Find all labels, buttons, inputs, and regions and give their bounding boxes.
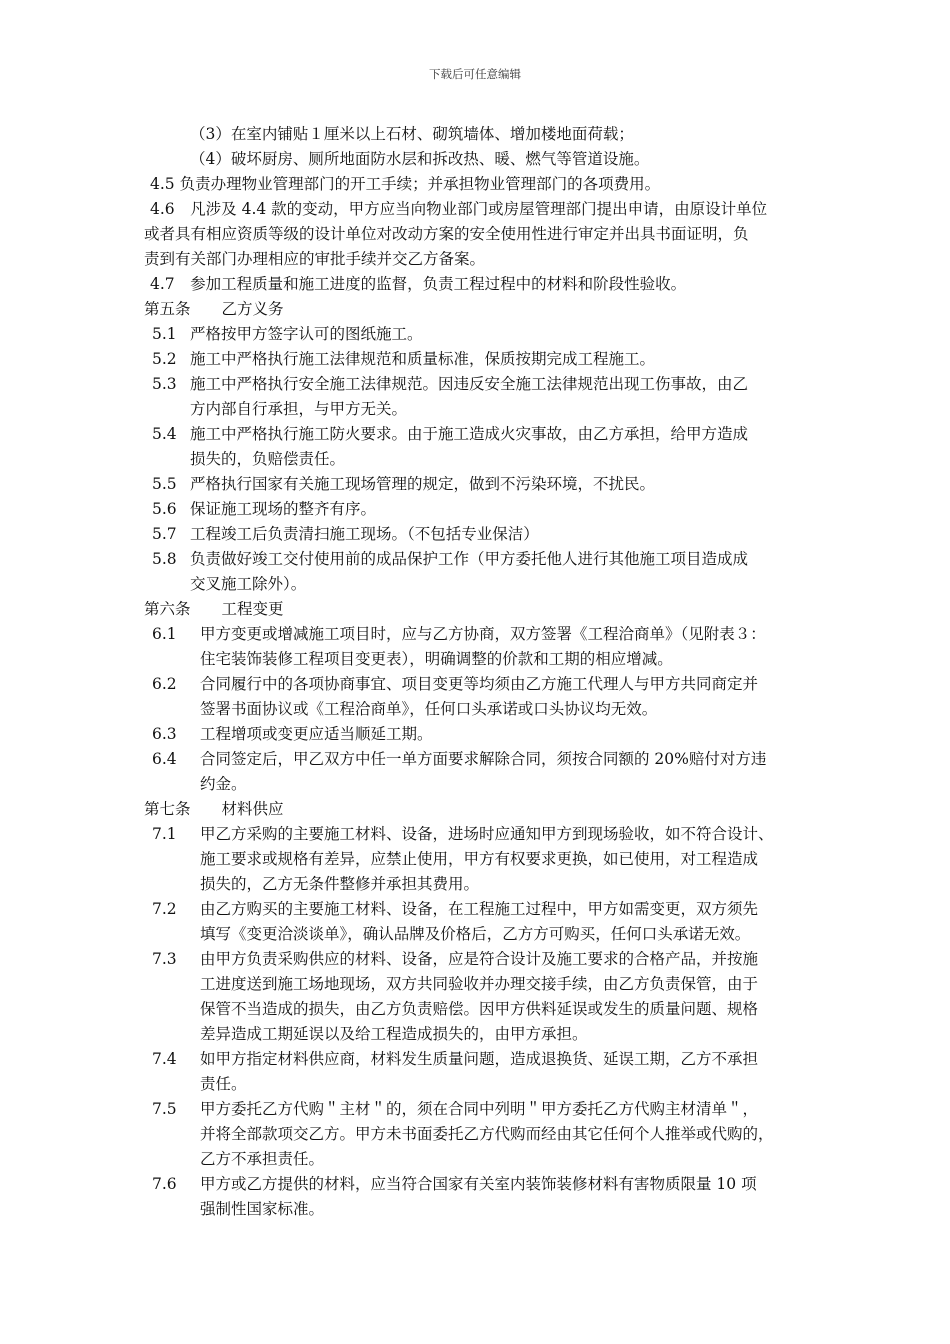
- text-line: 由甲方负责采购供应的材料、设备，应是符合设计及施工要求的合格产品，并按施: [200, 950, 759, 968]
- text-line: 或者具有相应资质等级的设计单位对改动方案的安全使用性进行审定并出具书面证明，负: [144, 225, 749, 243]
- clause-number: 5.8: [152, 550, 177, 568]
- clause-number: 7.6: [152, 1175, 177, 1193]
- text-line: 施工中严格执行施工防火要求。由于施工造成火灾事故，由乙方承担，给甲方造成: [190, 425, 749, 443]
- text-line: 4.5 负责办理物业管理部门的开工手续；并承担物业管理部门的各项费用。: [150, 175, 661, 193]
- clause-number: 7.2: [152, 900, 177, 918]
- text-line: 负责做好竣工交付使用前的成品保护工作（甲方委托他人进行其他施工项目造成成: [190, 550, 749, 568]
- clause-number: 6.2: [152, 675, 177, 693]
- text-line: 甲方委托乙方代购＂主材＂的，须在合同中列明＂甲方委托乙方代购主材清单＂，: [200, 1100, 759, 1118]
- text-line: 第五条 乙方义务: [144, 300, 284, 318]
- clause-number: 6.1: [152, 625, 177, 643]
- text-line: 强制性国家标准。: [200, 1200, 325, 1218]
- text-line: 甲方或乙方提供的材料，应当符合国家有关室内装饰装修材料有害物质限量 10 项: [200, 1175, 757, 1193]
- text-line: 乙方不承担责任。: [200, 1150, 325, 1168]
- text-line: 填写《变更洽淡谈单》，确认品牌及价格后，乙方方可购买，任何口头承诺无效。: [200, 925, 751, 943]
- clause-number: 6.3: [152, 725, 177, 743]
- text-line: 4.6 凡涉及 4.4 款的变动，甲方应当向物业部门或房屋管理部门提出申请，由原设计单位: [150, 200, 768, 218]
- clause-number: 7.5: [152, 1100, 177, 1118]
- text-line: 住宅装饰装修工程项目变更表），明确调整的价款和工期的相应增减。: [200, 650, 673, 668]
- text-line: 工程增项或变更应适当顺延工期。: [200, 725, 433, 743]
- clause-number: 5.4: [152, 425, 177, 443]
- text-line: 施工要求或规格有差异，应禁止使用，甲方有权要求更换，如已使用，对工程造成: [200, 850, 759, 868]
- text-line: 方内部自行承担，与甲方无关。: [190, 400, 408, 418]
- text-line: 损失的，乙方无条件整修并承担其费用。: [200, 875, 480, 893]
- text-line: 损失的，负赔偿责任。: [190, 450, 346, 468]
- text-line: 甲方变更或增减施工项目时，应与乙方协商，双方签署《工程洽商单》（见附表３：: [200, 625, 766, 643]
- text-line: 严格按甲方签字认可的图纸施工。: [190, 325, 423, 343]
- text-line: 交叉施工除外）。: [190, 575, 307, 593]
- text-line: 如甲方指定材料供应商，材料发生质量问题，造成退换货、延误工期，乙方不承担: [200, 1050, 759, 1068]
- text-line: 工进度送到施工场地现场，双方共同验收并办理交接手续，由乙方负责保管，由于: [200, 975, 759, 993]
- clause-number: 5.5: [152, 475, 177, 493]
- text-line: 责任。: [200, 1075, 247, 1093]
- clause-number: 5.2: [152, 350, 177, 368]
- text-line: 第七条 材料供应: [144, 800, 284, 818]
- text-line: 严格执行国家有关施工现场管理的规定，做到不污染环境，不扰民。: [190, 475, 656, 493]
- text-line: 约金。: [200, 775, 247, 793]
- text-line: 施工中严格执行施工法律规范和质量标准，保质按期完成工程施工。: [190, 350, 656, 368]
- clause-number: 5.6: [152, 500, 177, 518]
- text-line: 保证施工现场的整齐有序。: [190, 500, 377, 518]
- text-line: 甲乙方采购的主要施工材料、设备，进场时应通知甲方到现场验收，如不符合设计、: [200, 825, 774, 843]
- clause-number: 7.3: [152, 950, 177, 968]
- text-line: 差异造成工期延误以及给工程造成损失的，由甲方承担。: [200, 1025, 588, 1043]
- text-line: 并将全部款项交乙方。甲方未书面委托乙方代购而经由其它任何个人推举或代购的，: [200, 1125, 774, 1143]
- text-line: 由乙方购买的主要施工材料、设备，在工程施工过程中，甲方如需变更，双方须先: [200, 900, 759, 918]
- clause-number: 5.3: [152, 375, 177, 393]
- clause-number: 5.1: [152, 325, 177, 343]
- text-line: 签署书面协议或《工程洽商单》，任何口头承诺或口头协议均无效。: [200, 700, 658, 718]
- text-line: （4）破坏厨房、厕所地面防水层和拆改热、暖、燃气等管道设施。: [190, 150, 650, 168]
- text-line: 施工中严格执行安全施工法律规范。因违反安全施工法律规范出现工伤事故，由乙: [190, 375, 749, 393]
- text-line: （3）在室内铺贴１厘米以上石材、砌筑墙体、增加楼地面荷载；: [190, 125, 634, 143]
- text-line: 保管不当造成的损失，由乙方负责赔偿。因甲方供料延误或发生的质量问题、规格: [200, 1000, 759, 1018]
- clause-number: 7.4: [152, 1050, 177, 1068]
- clause-number: 6.4: [152, 750, 177, 768]
- clause-number: 7.1: [152, 825, 177, 843]
- text-line: 工程竣工后负责清扫施工现场。（不包括专业保洁）: [190, 525, 539, 543]
- clause-number: 5.7: [152, 525, 177, 543]
- text-line: 合同履行中的各项协商事宜、项目变更等均须由乙方施工代理人与甲方共同商定并: [200, 675, 759, 693]
- text-line: 责到有关部门办理相应的审批手续并交乙方备案。: [144, 250, 486, 268]
- text-line: 合同签定后，甲乙双方中任一单方面要求解除合同，须按合同额的 20%赔付对方违: [200, 750, 767, 768]
- page-header: 下载后可任意编辑: [429, 67, 521, 81]
- text-line: 4.7 参加工程质量和施工进度的监督，负责工程过程中的材料和阶段性验收。: [150, 275, 687, 293]
- text-line: 第六条 工程变更: [144, 600, 284, 618]
